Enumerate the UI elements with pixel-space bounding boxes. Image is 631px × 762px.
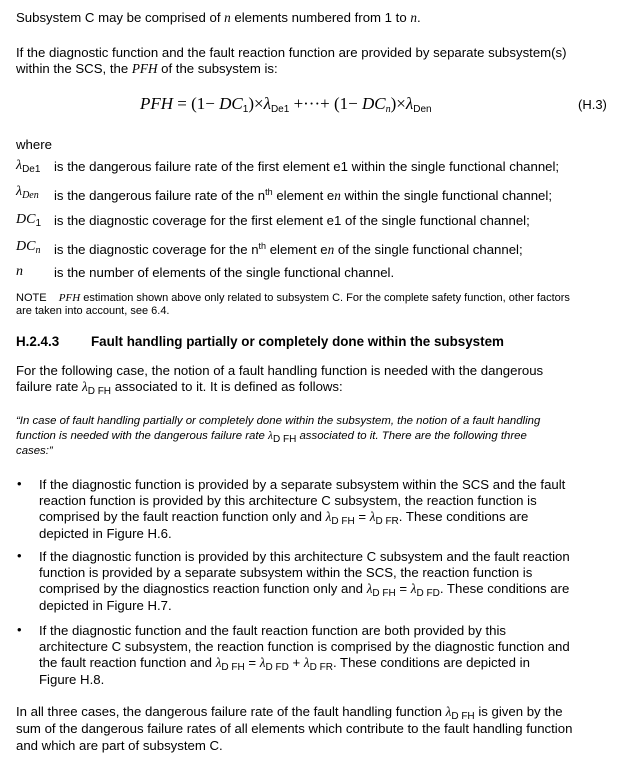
bullet-line: If the diagnostic function and the fault reaction function are both provided by this	[39, 623, 506, 638]
bullet-line: depicted in Figure H.6.	[39, 526, 172, 541]
bullet-line: reaction function is provided by this architecture C subsystem, the reaction function is	[39, 493, 537, 508]
bullet-line: depicted in Figure H.7.	[39, 598, 172, 613]
bullet-line: the fault reaction function and $\lambda_{D FH} = \lambda_{D FD} + \lambda_{D FR}$. These conditions are depicted in	[39, 655, 530, 673]
final-line2: sum of the dangerous failure rates of all elements which contribute to the fault handling function	[16, 721, 573, 736]
definition-text: is the dangerous failure rate of the $n^{th}$ element en within the single functional channel;	[54, 187, 552, 203]
definition-symbol: $DC_n$	[16, 239, 41, 256]
definition-text: is the diagnostic coverage for the $n^{th}$ element en of the single functional channel;	[54, 241, 523, 257]
definition-text: is the dangerous failure rate of the first element e1 within the single functional channel;	[54, 159, 560, 174]
para3-line1: For the following case, the notion of a fault handling function is needed with the dangerous	[16, 363, 544, 378]
definition-symbol: $DC_1$	[16, 212, 42, 229]
definition-symbol: $\lambda_{De1}$	[16, 158, 41, 175]
definition-symbol: n	[16, 264, 23, 279]
intro-line: Subsystem C may be comprised of n elements numbered from 1 to n.	[16, 10, 421, 25]
definition-symbol: $\lambda_{Den}$	[16, 184, 39, 201]
pfh-formula: PFH = $(1- DC_1)\times\lambda_{De1}$ +···+ $(1- DCn)\times\lambda_{Den}$	[140, 94, 432, 115]
bullet-line: architecture C subsystem, the reaction function is comprised by the diagnostic function and	[39, 639, 570, 654]
final-line3: and which are part of subsystem C.	[16, 738, 223, 753]
bullet-line: function is provided by a separate subsystem within the SCS, the reaction function is	[39, 565, 533, 580]
section-number: H.2.4.3	[16, 334, 60, 349]
bullet-icon: •	[17, 548, 22, 563]
section-title: Fault handling partially or completely done within the subsystem	[91, 334, 504, 349]
intro-para-line1: If the diagnostic function and the fault reaction function are provided by separate subsystem(s)	[16, 45, 567, 60]
definition-text: is the number of elements of the single functional channel.	[54, 265, 395, 280]
equation-number: (H.3)	[578, 97, 607, 112]
quote-line2: function is needed with the dangerous failure rate λD FH associated to it. There are the following three	[16, 430, 527, 445]
note-line2: are taken into account, see 6.4.	[16, 305, 170, 317]
para3-line2: failure rate $\lambda_{D FH}$ associated to it. It is defined as follows:	[16, 379, 343, 397]
intro-para-line2: within the SCS, the PFH of the subsystem is:	[16, 61, 278, 76]
bullet-icon: •	[17, 476, 22, 491]
bullet-line: If the diagnostic function is provided by this architecture C subsystem and the fault reaction	[39, 549, 570, 564]
bullet-line: Figure H.8.	[39, 672, 105, 687]
definition-text: is the diagnostic coverage for the first element e1 of the single functional channel;	[54, 213, 530, 228]
bullet-icon: •	[17, 622, 22, 637]
quote-line3: cases:”	[16, 445, 53, 457]
final-line1: In all three cases, the dangerous failure rate of the fault handling function $\lambda_{D FH}$ is given by the	[16, 704, 563, 722]
note-line1: NOTE PFH estimation shown above only related to subsystem C. For the complete safety function, other factors	[16, 292, 570, 304]
where-label: where	[16, 137, 52, 152]
bullet-line: comprised by the fault reaction function only and $\lambda_{D FH} = \lambda_{D FR}$. These conditions are	[39, 509, 529, 527]
bullet-line: If the diagnostic function is provided by a separate subsystem within the SCS and the fault	[39, 477, 566, 492]
quote-line1: “In case of fault handling partially or completely done within the subsystem, the notion of a fault handling	[16, 415, 541, 427]
bullet-line: comprised by the diagnostics reaction function only and $\lambda_{D FH} = \lambda_{D FD}$. These conditions are	[39, 581, 570, 599]
